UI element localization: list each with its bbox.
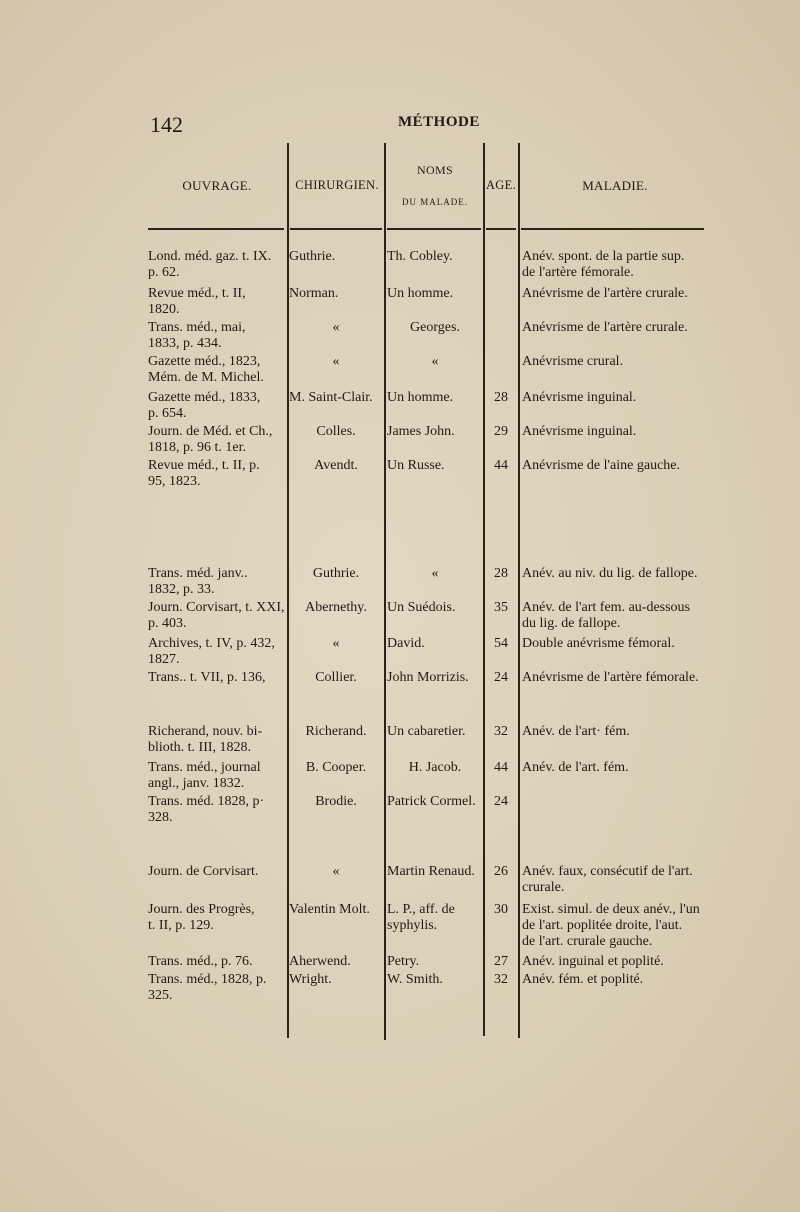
cell-patient-line: « (431, 354, 439, 369)
cell-work-line: Archives, t. IV, p. 432, (148, 636, 275, 651)
cell-age (485, 954, 517, 970)
cell-disease (522, 600, 712, 632)
cell-work-line: Trans. méd., mai, (148, 320, 246, 335)
cell-work (148, 354, 286, 386)
cell-work (148, 902, 286, 934)
cell-surgeon (289, 864, 383, 880)
cell-disease-line: de l'artère fémorale. (522, 265, 634, 280)
cell-surgeon-line: M. Saint-Clair. (289, 390, 373, 405)
cell-work (148, 972, 286, 1004)
cell-work-line: 325. (148, 988, 173, 1003)
cell-work (148, 424, 286, 456)
cell-disease (522, 636, 712, 652)
cell-patient-line: Un cabaretier. (387, 724, 466, 739)
cell-surgeon (289, 286, 383, 302)
cell-age (485, 600, 517, 616)
cell-work-line: Journ. de Corvisart. (148, 864, 259, 879)
cell-patient (387, 566, 483, 582)
cell-work-line: Revue méd., t. II, (148, 286, 246, 301)
cell-patient-line: Un homme. (387, 286, 454, 301)
cell-patient-line: James John. (387, 424, 455, 439)
cell-surgeon-line: Guthrie. (289, 249, 336, 264)
cell-surgeon-line: « (332, 320, 340, 335)
cell-disease-line: Anév. faux, consécutif de l'art. (522, 864, 693, 879)
cell-age (485, 794, 517, 810)
cell-age (485, 724, 517, 740)
cell-patient (387, 458, 483, 474)
cell-patient-line: Th. Cobley. (387, 249, 453, 264)
cell-disease-line: Anévrisme de l'artère crurale. (522, 286, 688, 301)
cell-age-line: 44 (494, 458, 508, 473)
cell-work (148, 794, 286, 826)
cell-patient-line: « (431, 566, 439, 581)
cell-age (485, 864, 517, 880)
cell-patient-line: W. Smith. (387, 972, 443, 987)
cell-surgeon (289, 458, 383, 474)
cell-surgeon (289, 636, 383, 652)
cell-disease-line: de l'art. crurale gauche. (522, 934, 653, 949)
header-rule (521, 228, 704, 230)
cell-patient-line: David. (387, 636, 425, 651)
cell-work-line: Trans. méd., p. 76. (148, 954, 253, 969)
cell-patient (387, 902, 483, 934)
header-work: OUVRAGE. (182, 178, 252, 193)
cell-work-line: Trans. méd., 1828, p. (148, 972, 267, 987)
cell-patient-line: L. P., aff. de (387, 902, 455, 917)
cell-work-line: Richerand, nouv. bi- (148, 724, 263, 739)
cell-disease (522, 864, 712, 896)
cell-work-line: t. II, p. 129. (148, 918, 214, 933)
cell-surgeon-line: Collier. (315, 670, 357, 685)
cell-work (148, 954, 286, 970)
cell-work (148, 636, 286, 668)
cell-disease (522, 320, 712, 336)
cell-disease-line: Anévrisme de l'artère fémorale. (522, 670, 699, 685)
page-number: 142 (150, 112, 183, 137)
cell-surgeon (289, 320, 383, 336)
cell-work-line: Journ. Corvisart, t. XXI, (148, 600, 285, 615)
cell-age-line: 30 (494, 902, 508, 917)
cell-work-line: 1820. (148, 302, 180, 317)
column-rule (384, 143, 386, 1040)
cell-surgeon (289, 354, 383, 370)
cell-work (148, 600, 286, 632)
cell-patient-line: Un Russe. (387, 458, 445, 473)
cell-disease (522, 670, 712, 686)
cell-surgeon-line: Wright. (289, 972, 332, 987)
cell-surgeon (289, 760, 383, 776)
cell-surgeon-line: « (332, 864, 340, 879)
cell-disease (522, 286, 712, 302)
cell-patient-line: Patrick Cormel. (387, 794, 476, 809)
cell-disease (522, 724, 712, 740)
cell-work-line: 1818, p. 96 t. 1er. (148, 440, 246, 455)
cell-patient-line: John Morrizis. (387, 670, 469, 685)
cell-disease-line: Anévrisme inguinal. (522, 390, 637, 405)
cell-disease-line: Anév. spont. de la partie sup. (522, 249, 685, 264)
header-patient: NOMS (417, 163, 453, 177)
cell-work-line: Trans.. t. VII, p. 136, (148, 670, 266, 685)
cell-age (485, 566, 517, 582)
cell-surgeon (289, 566, 383, 582)
cell-surgeon (289, 249, 383, 265)
cell-age (485, 972, 517, 988)
cell-age-line: 27 (494, 954, 508, 969)
cell-age (485, 424, 517, 440)
cell-surgeon (289, 670, 383, 686)
cell-age-line: 28 (494, 566, 508, 581)
cell-patient (387, 424, 483, 440)
cell-surgeon (289, 902, 383, 918)
cell-work-line: 95, 1823. (148, 474, 201, 489)
header-disease: MALADIE. (582, 178, 648, 193)
cell-patient-line: syphylis. (387, 918, 438, 933)
cell-patient (387, 794, 483, 810)
cell-patient (387, 286, 483, 302)
cell-surgeon-line: « (332, 354, 340, 369)
cell-work-line: Trans. méd., journal (148, 760, 261, 775)
cell-surgeon-line: Brodie. (315, 794, 357, 809)
cell-age-line: 32 (494, 972, 508, 987)
cell-work (148, 724, 286, 756)
cell-disease-line: Anév. de l'art· fém. (522, 724, 630, 739)
cell-patient-line: Petry. (387, 954, 420, 969)
cell-disease-line: Anévrisme de l'artère crurale. (522, 320, 688, 335)
cell-work-line: Gazette méd., 1823, (148, 354, 261, 369)
cell-work-line: Gazette méd., 1833, (148, 390, 261, 405)
cell-age (485, 390, 517, 406)
cell-surgeon-line: « (332, 636, 340, 651)
cell-age-line: 24 (494, 670, 508, 685)
cell-work-line: 1827. (148, 652, 180, 667)
cell-surgeon-line: Richerand. (305, 724, 367, 739)
cell-work (148, 390, 286, 422)
header-rule (290, 228, 382, 230)
cell-disease-line: Anévrisme inguinal. (522, 424, 637, 439)
header-patient-sub: DU MALADE. (402, 197, 468, 207)
cell-age-line: 29 (494, 424, 508, 439)
column-rule (518, 143, 520, 1038)
cell-patient-line: H. Jacob. (408, 760, 462, 775)
cell-work-line: p. 403. (148, 616, 187, 631)
cell-surgeon-line: Norman. (289, 286, 339, 301)
cell-surgeon (289, 390, 383, 406)
cell-work-line: 1833, p. 434. (148, 336, 222, 351)
cell-work-line: Lond. méd. gaz. t. IX. (148, 249, 272, 264)
cell-surgeon-line: Avendt. (314, 458, 358, 473)
cell-surgeon (289, 972, 383, 988)
cell-surgeon-line: Colles. (316, 424, 356, 439)
cell-disease-line: Anév. inguinal et poplité. (522, 954, 664, 969)
cell-patient (387, 724, 483, 740)
cell-age-line: 32 (494, 724, 508, 739)
cell-disease-line: de l'art. poplitée droite, l'aut. (522, 918, 683, 933)
cell-surgeon (289, 794, 383, 810)
cell-patient (387, 390, 483, 406)
cell-age (485, 760, 517, 776)
cell-age (485, 670, 517, 686)
cell-work-line: angl., janv. 1832. (148, 776, 245, 791)
cell-disease (522, 902, 712, 950)
cell-patient-line: Un homme. (387, 390, 454, 405)
cell-disease (522, 458, 712, 474)
cell-disease-line: Anévrisme crural. (522, 354, 624, 369)
cell-disease (522, 566, 712, 582)
cell-surgeon (289, 954, 383, 970)
cell-work-line: Mém. de M. Michel. (148, 370, 264, 385)
cell-surgeon-line: Aherwend. (289, 954, 351, 969)
cell-age (485, 902, 517, 918)
cell-surgeon-line: Valentin Molt. (289, 902, 370, 917)
cell-disease (522, 760, 712, 776)
cell-disease-line: Exist. simul. de deux anév., l'un (522, 902, 700, 917)
cell-surgeon-line: Abernethy. (305, 600, 367, 615)
cell-patient (387, 354, 483, 370)
cell-surgeon (289, 424, 383, 440)
cell-patient-line: Georges. (410, 320, 460, 335)
cell-patient (387, 972, 483, 988)
cell-work-line: Journ. des Progrès, (148, 902, 255, 917)
cell-work-line: 328. (148, 810, 173, 825)
cell-work (148, 249, 286, 281)
cell-disease (522, 249, 712, 281)
cell-patient (387, 670, 483, 686)
cell-disease-line: du lig. de fallope. (522, 616, 621, 631)
cell-disease (522, 424, 712, 440)
cell-patient (387, 320, 483, 336)
cell-disease-line: Double anévrisme fémoral. (522, 636, 675, 651)
cell-disease-line: Anév. au niv. du lig. de fallope. (522, 566, 698, 581)
cell-work-line: Revue méd., t. II, p. (148, 458, 260, 473)
cell-patient (387, 600, 483, 616)
cell-age (485, 636, 517, 652)
cell-work (148, 458, 286, 490)
header-rule (486, 228, 516, 230)
cell-work (148, 864, 286, 880)
cell-disease-line: Anévrisme de l'aine gauche. (522, 458, 681, 473)
cell-patient-line: Martin Renaud. (387, 864, 475, 879)
cell-patient-line: Un Suédois. (387, 600, 456, 615)
cell-work-line: p. 654. (148, 406, 187, 421)
header-age: AGE. (485, 178, 516, 192)
running-head: MÉTHODE (398, 114, 480, 130)
cell-work (148, 286, 286, 318)
cell-age-line: 44 (494, 760, 508, 775)
cell-disease-line: Anév. de l'art fem. au-dessous (522, 600, 691, 615)
cell-disease (522, 972, 712, 988)
cell-disease (522, 354, 712, 370)
cell-patient (387, 760, 483, 776)
cell-surgeon-line: B. Cooper. (305, 760, 367, 775)
cell-patient (387, 249, 483, 265)
header-rule (148, 228, 284, 230)
cell-work-line: Trans. méd. janv.. (148, 566, 248, 581)
cell-disease-line: Anév. de l'art. fém. (522, 760, 629, 775)
cell-work (148, 320, 286, 352)
cell-disease (522, 390, 712, 406)
cell-disease (522, 954, 712, 970)
cell-age-line: 35 (494, 600, 508, 615)
cell-age-line: 28 (494, 390, 508, 405)
cell-surgeon (289, 600, 383, 616)
cell-age-line: 24 (494, 794, 508, 809)
cell-patient (387, 864, 483, 880)
header-rule (387, 228, 481, 230)
cell-age (485, 458, 517, 474)
cell-work (148, 760, 286, 792)
cell-work-line: 1832, p. 33. (148, 582, 215, 597)
cell-age-line: 26 (494, 864, 508, 879)
cell-work (148, 566, 286, 598)
cell-disease-line: Anév. fém. et poplité. (522, 972, 644, 987)
cell-age-line: 54 (494, 636, 508, 651)
cell-surgeon (289, 724, 383, 740)
cell-patient (387, 636, 483, 652)
cell-work-line: Trans. méd. 1828, p· (148, 794, 265, 809)
cell-work-line: p. 62. (148, 265, 180, 280)
cell-work-line: blioth. t. III, 1828. (148, 740, 252, 755)
header-surgeon: CHIRURGIEN. (295, 178, 379, 192)
cell-surgeon-line: Guthrie. (312, 566, 360, 581)
cell-work (148, 670, 286, 686)
cell-patient (387, 954, 483, 970)
cell-work-line: Journ. de Méd. et Ch., (148, 424, 273, 439)
cell-disease-line: crurale. (522, 880, 565, 895)
